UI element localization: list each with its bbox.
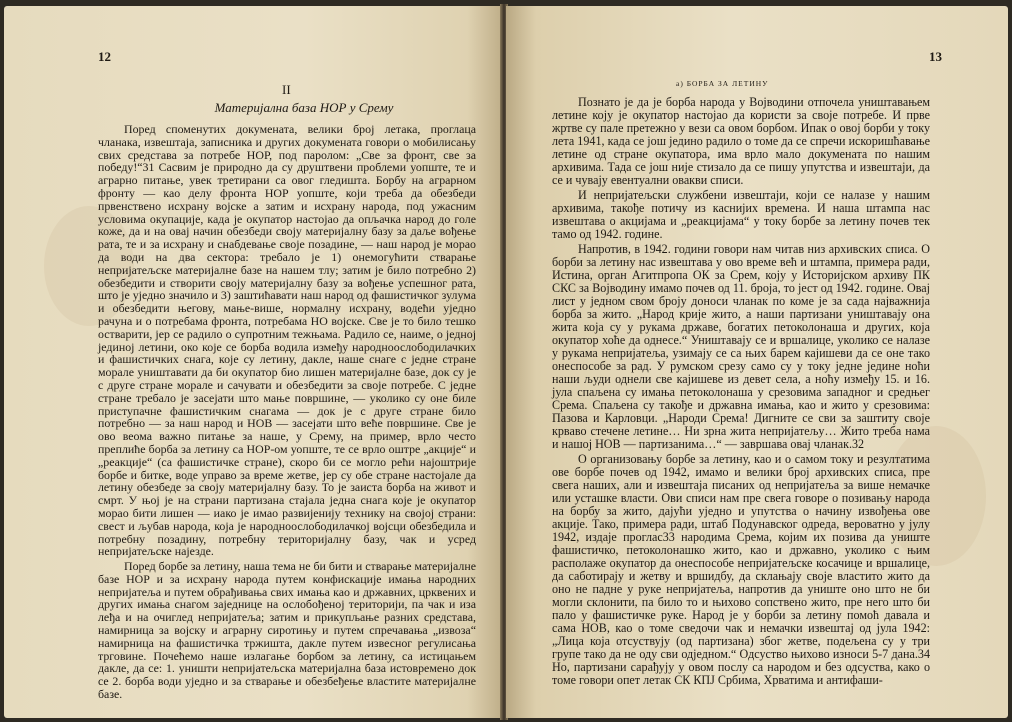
chapter-number: II — [282, 82, 291, 97]
chapter-title: Материјална база НОР у Срему — [214, 100, 394, 115]
right-page-body — [552, 96, 930, 689]
left-page-body — [98, 123, 476, 703]
paragraph: Поред споменутих докумената, велики број летака, проглаца чланака, извештаја, записника и других докумената говори о мобилисању свих средстава за потребе НОР, под паролом: „Све за фронт, све за победу!“31 Сасвим је природно да су друштвени проблеми уопште, те и аграрно питање, увек третирани са овог гледишта. Борбу на аграрном фронту — као делу фронта НОР уопште, који треба да обезбеди првенствено исхрану војске а затим и исхрану народа, под ужасним условима окупације, када је окупатор настојао да опљачка народ до голе коже, да и на овај начин обезбеди своју материјалну базу за даље вођење рата, те и за исхрану и снабдевање своје позадине, — наш народ је морао да води на два сектора: требало је 1) онемогућити стварање непријатељске материјалне базе на нашем тлу; затим је било потребно 2) обезбедити и створити своју материјалну базу за вођење успешног рата, што је уједно значило и 3) заштићавати наш народ од фашистичког зулума и обезбедити његову, мање-више, нормалну исхрану, водећи уједно рачуна и о потребама фронта, потребама НО војске. Све је то било тешко остварити, јер се радило о супротним тежњама. Радило се, наиме, о једној јединој летини, око које се борба водила између народноослободилачких и фашистичких снага, које су летину, дакле, наше снаге с једне стране морале уништавати да би окупатор био лишен материјалне базе, док су је с друге стране морале и сачувати и обезбедити за своје потребе. С једне стране требало је засејати што мање површине, — уколико су оне биле приступачне фашистичким снагама — док је с друге стране било потребно — за наш народ и НОВ — засејати што веће површине. Све је ово веома важно питање за наше, у Срему, на пример, врло често преплиће борба за летину са НОР-ом уопште, те се врло оштре „акције“ и „реакције“ (са фашистичке стране), скоро би се могло рећи најоштрије борбе и битке, воде управо за време жетве, јер су обе стране настојале да летину обезбеде за своју материјалну базу. То је заиста борба на живот и смрт. У њој је на страни партизана стајала једна снага које је окупатор морао бити лишен — иако је имао развијенију технику на својој страни: свест и љубав народа, која је народноослободилачкој војсци обезбедила и потребну позадину, потребну територијалну базу, чак и усред непријатељске најезде. — [98, 122, 476, 559]
paragraph: Напротив, в 1942. години говори нам читав низ архивских списа. О борби за летину нас извештава у ово време већ и штампа, примера ради, Истина, орган Агитпропа ОК за Срем, коју у Историјском архиву ПК СКС за Војводину имамо почев од 11. броја, то јест од 1942. године. Овај лист у једном свом броју доноси чланак по коме је за сада најважнија борба за жито. „Народ крије жито, а наши партизани уништавају она жита која су у рукама државе, богатих петоколонаша и других, која окупатор хоће да однесе.“ Уништавају се и вршалице, уколико се налазе у рукама непријатеља, узимају се са њих барем кајишеви да се оне тако онеспособе за рад. У румском срезу само су у току једне једине ноћи наши људи однели све кајишеве из девет села, а ноћу између 15. и 16. јула спаљена су имања петоколонаша у срезовима западног и средњег Срема. Спаљена су такође и државна имања, као и жито у срезовима: Пазова и Карловци. „Народи Срема! Дигните се сви за заштиту своје крваво стечене летине… Ни зрна жита непријатељу… Жито треба нама и нашој НОВ — партизанима…“ — завршава овај чланак.32 — [552, 242, 930, 451]
running-head: а) БОРБА ЗА ЛЕТИНУ — [676, 79, 769, 88]
page-number-right: 13 — [929, 49, 942, 64]
paragraph: Поред борбе за летину, наша тема не би бити и стварање материјалне базе НОР и за исхрану народа путем конфискације имања народних непријатеља и путем обрађивања свих имања као и државних, црквених и других имања снагом заједнице на ослобођеној територији, па чак и иза леђа и на очиглед непријатеља; затим и прикупљање разних средстава, намирница за војску и аграрну сиротињу и путем спречавања „извоза“ намирница на фашистичка тржишта, дакле путем извесног регулисања трговине. Почећемо наше излагање борбом за летину, са истицањем дакле, да се: 1. уништи непријатељска материјална база истовремено док се 2. борба води уједно и за стварање и обезбеђење властите материјалне базе. — [98, 559, 476, 702]
page-number-left: 12 — [98, 49, 111, 64]
paragraph: О организовању борбе за летину, као и о самом току и резултатима ове борбе почев од 1942, имамо и велики број архивских списа, пре свега наших, али и извештаја писаних од непријатеља за више немачке или усташке власти. Ови списи нам пре свега говоре о позивању народа на борбу за жито, дајући уједно и упутства о начину извођења ове акције. Тако, примера ради, штаб Подунавског одреда, вероватно у јулу 1942, издаје проглас33 народима Срема, којим их позива да униште фашистичко, петоколонашко жито, као и државно, уколико с њим располаже окупатор да онеспособе непријатељске косачице и вршалице, да саботирају и жетву и вршидбу, да склањају своје властито жито да оно не падне у руке непријатеља, напротив да униште оно што не би могли склонити, па било то и њихово сопствено жито, пре него што би пало у фашистичке руке. Народ је у борби за летину помоћ давала и сама НОВ, као о томе сведочи чак и немачки извештај од јула 1942: „Лица која отсуствују (од партизана) због жетве, подељена су у три групе тако да не оду сви одједном.“ Одсуство њихово износи 5-7 дана.34 Но, партизани сарађују у овом послу са народом и без одсуства, како о томе говори опет летак СК КПЈ Србима, Хрватима и антифаши- — [552, 452, 930, 687]
left-page — [4, 6, 502, 718]
paragraph: И непријатељски службени извештаји, који се налазе у нашим архивима, такође потичу из каснијих времена. И наша штампа нас извештава о акцијама и „реакцијама“ у току борбе за летину почев тек тамо од 1942. године. — [552, 188, 930, 241]
right-page — [506, 6, 1008, 718]
paragraph: Познато је да је борба народа у Војводини отпочела уништавањем летине коју је окупатор настојао да користи за своје потребе. И прве жртве су пале претежно у вези са овом борбом. Ипак о овој борби у току лета 1941, када се још једино радило о томе да се спречи искоришћавање летине од стране окупатора, има врло мало докумената по нашим архивима. Тада се још није стизало да се пишу упутства и извештаји, да се и чувају евентуални овакви списи. — [552, 95, 930, 187]
